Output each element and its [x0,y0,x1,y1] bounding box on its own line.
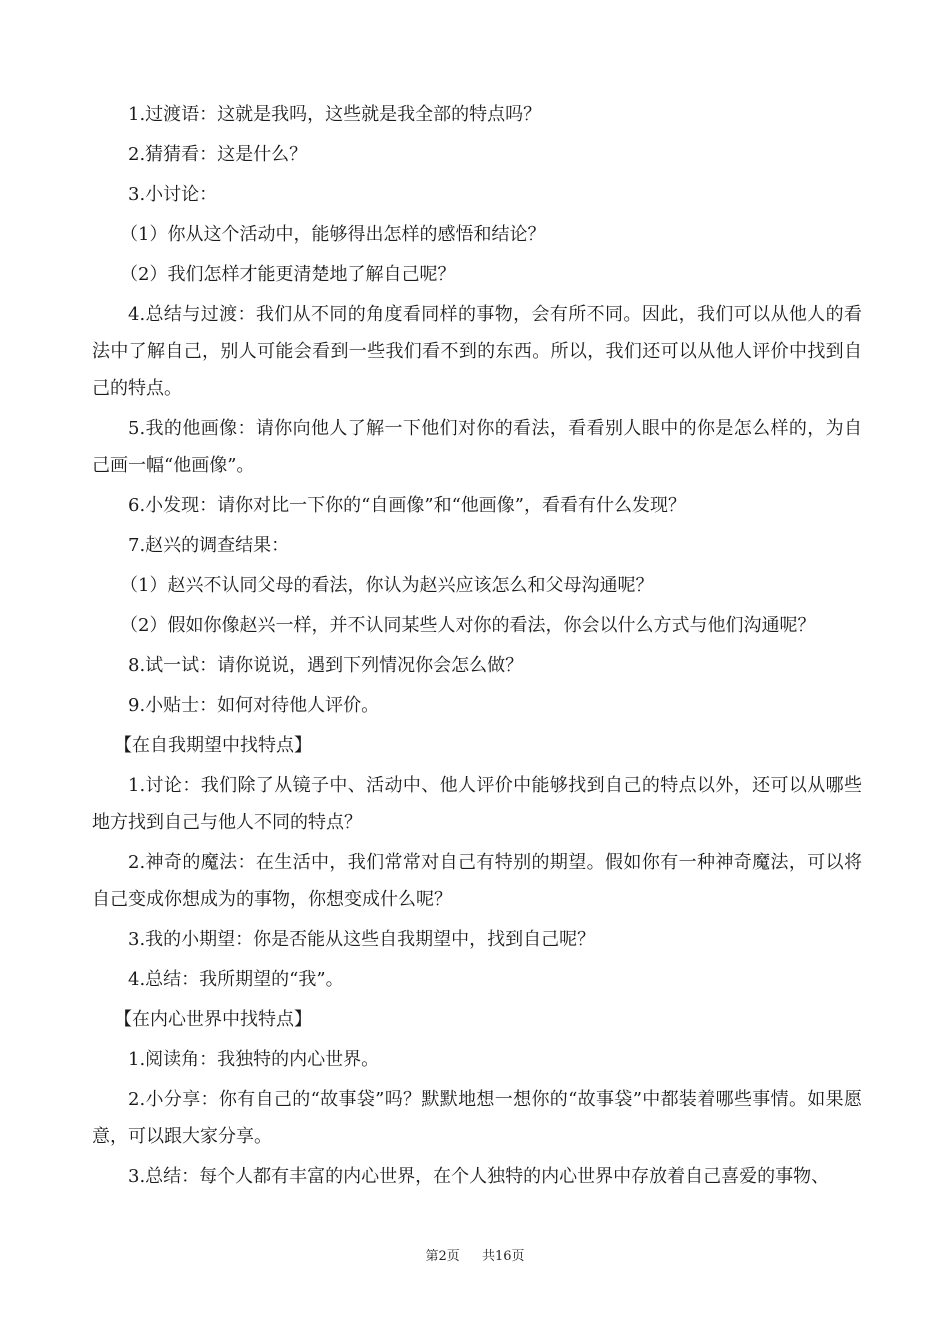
paragraph: 1.阅读角：我独特的内心世界。 [128,1049,380,1070]
sub-paragraph: （1）你从这个活动中，能够得出怎样的感悟和结论？ [120,224,546,245]
document-body [92,96,862,1198]
section-heading: 【在内心世界中找特点】 [114,1009,312,1030]
paragraph: 2.猜猜看：这是什么？ [128,144,308,165]
paragraph: 9.小贴士：如何对待他人评价。 [128,695,380,716]
paragraph: 1.讨论：我们除了从镜子中、活动中、他人评价中能够找到自己的特点以外，还可以从哪些地方找到自己与他人不同的特点？ [92,775,862,833]
paragraph: 2.小分享：你有自己的“故事袋”吗？默默地想一想你的“故事袋”中都装着哪些事情。如果愿意，可以跟大家分享。 [92,1089,862,1147]
page-number: 第2页 [425,1249,460,1264]
sub-paragraph: （1）赵兴不认同父母的看法，你认为赵兴应该怎么和父母沟通呢？ [120,575,654,596]
paragraph: 6.小发现：请你对比一下你的“自画像”和“他画像”，看看有什么发现？ [128,495,686,516]
paragraph: 5.我的他画像：请你向他人了解一下他们对你的看法，看看别人眼中的你是怎么样的，为自己画一幅“他画像”。 [92,418,862,476]
page-total: 共16页 [481,1249,525,1264]
page-footer [0,1245,950,1264]
sub-paragraph: （2）假如你像赵兴一样，并不认同某些人对你的看法，你会以什么方式与他们沟通呢？ [120,615,816,636]
paragraph: 3.总结：每个人都有丰富的内心世界，在个人独特的内心世界中存放着自己喜爱的事物、 [128,1166,830,1187]
section-heading: 【在自我期望中找特点】 [114,735,312,756]
paragraph: 4.总结：我所期望的“我”。 [128,969,344,990]
sub-paragraph: （2）我们怎样才能更清楚地了解自己呢？ [120,264,456,285]
paragraph: 8.试一试：请你说说，遇到下列情况你会怎么做？ [128,655,524,676]
paragraph: 2.神奇的魔法：在生活中，我们常常对自己有特别的期望。假如你有一种神奇魔法，可以将自己变成你想成为的事物，你想变成什么呢？ [92,852,862,910]
paragraph: 3.小讨论： [128,184,218,205]
paragraph: 1.过渡语：这就是我吗，这些就是我全部的特点吗？ [128,104,542,125]
paragraph: 4.总结与过渡：我们从不同的角度看同样的事物，会有所不同。因此，我们可以从他人的看法中了解自己，别人可能会看到一些我们看不到的东西。所以，我们还可以从他人评价中找到自己的特点。 [92,304,862,399]
paragraph: 7.赵兴的调查结果： [128,535,290,556]
paragraph: 3.我的小期望：你是否能从这些自我期望中，找到自己呢？ [128,929,596,950]
